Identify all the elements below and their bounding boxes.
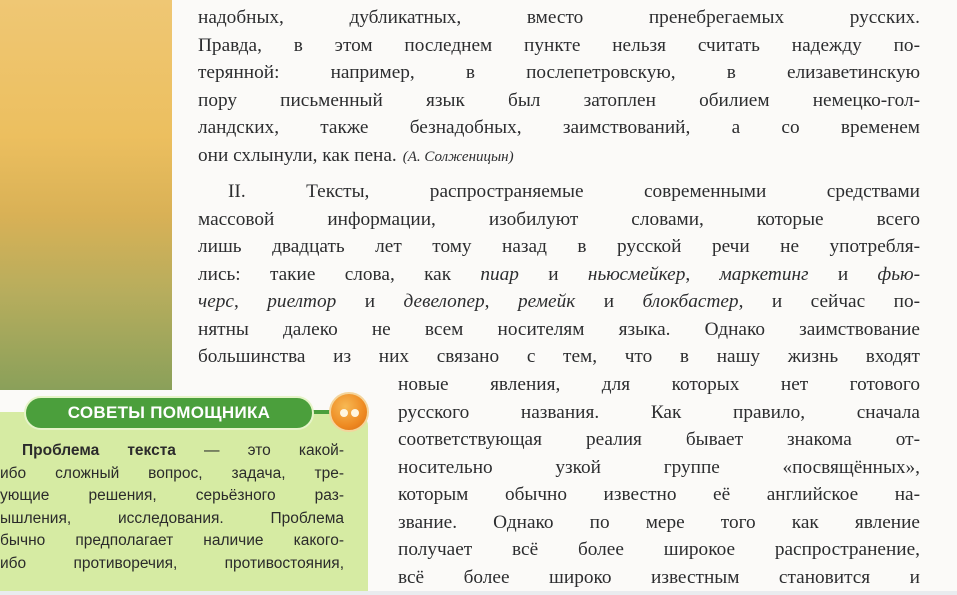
helper-line: ующие решения, серьёзного раз- — [0, 487, 344, 505]
text-line: получает всё более широкое распространение, — [398, 539, 920, 560]
helper-badge-icon — [329, 392, 369, 432]
text-line: надобных, дубликатных, вместо пренебрегаемых русских. — [198, 7, 920, 28]
passage-2 — [198, 178, 920, 371]
helper-fragment: — это какой- — [175, 442, 345, 459]
text-line: массовой информации, изобилуют словами, которые всего — [198, 208, 920, 230]
text-fragment: , — [484, 291, 518, 312]
text-fragment: и — [575, 291, 643, 312]
helper-title: СОВЕТЫ ПОМОЩНИКА — [67, 403, 271, 422]
badge-dot-icon — [351, 409, 359, 417]
text-line: пору письменный язык был затоплен обилием немецко-гол- — [198, 89, 920, 111]
text-line — [198, 142, 920, 172]
loanword: фью- — [877, 263, 920, 285]
passage-1 — [198, 4, 920, 171]
text-fragment: лись: такие слова, как — [198, 263, 481, 285]
decorative-image-strip — [0, 0, 172, 390]
text-line: всё более широко известным становится и — [398, 566, 920, 588]
text-fragment: и — [336, 291, 404, 312]
loanword: блокбастер — [642, 291, 739, 312]
text-fragment: и — [518, 263, 588, 285]
text-fragment: и — [808, 263, 878, 285]
loanword: ньюсмейкер — [587, 263, 686, 285]
text-line: большинства из них связано с тем, что в нашу жизнь входят — [198, 346, 920, 367]
author-attribution: (А. Солженицын) — [402, 148, 514, 165]
helper-header — [24, 396, 314, 430]
text-line: носительно узкой группе «посвящённых», — [398, 456, 920, 478]
text-line: соответствующая реалия бывает знакома от- — [398, 429, 920, 450]
text-line: звание. Однако по мере того как явление — [398, 511, 920, 533]
badge-dot-icon — [340, 409, 348, 417]
text-line: нятны далеко не всем носителям языка. Однако заимствование — [198, 318, 920, 340]
helper-line: ибо сложный вопрос, задача, тре- — [0, 464, 344, 482]
loanword: ремейк — [517, 291, 576, 312]
text-line — [198, 261, 920, 289]
text-line: которым обычно известно её английское на- — [398, 484, 920, 505]
text-fragment: , и сейчас по- — [738, 291, 921, 312]
text-line — [198, 288, 920, 316]
loanword: пиар — [480, 263, 519, 285]
text-line: Правда, в этом последнем пункте нельзя считать надежду по- — [198, 34, 920, 56]
helper-text — [0, 440, 344, 576]
helper-line: бычно предполагает наличие какого- — [0, 532, 344, 550]
loanword: девелопер — [403, 291, 485, 312]
text-line: терянной: например, в послепетровскую, в елизаветинскую — [198, 62, 920, 83]
helper-line: ышления, исследования. Проблема — [0, 509, 344, 527]
text-fragment: они схлынули, как пена. — [198, 144, 397, 166]
passage-3 — [398, 371, 920, 591]
text-line: ландских, также безнадобных, заимствований, а со временем — [198, 117, 920, 138]
helper-line: ибо противоречия, противостояния, — [0, 554, 344, 572]
page-bottom-edge — [0, 591, 957, 595]
text-fragment: , — [685, 263, 720, 285]
text-line: русского названия. Как правило, сначала — [398, 401, 920, 423]
text-line: лишь двадцать лет тому назад в русской речи не употребля- — [198, 236, 920, 257]
loanword: риелтор — [267, 291, 337, 312]
helper-line — [0, 440, 344, 463]
loanword: маркетинг — [719, 263, 809, 285]
text-line: новые явления, для которых нет готового — [398, 374, 920, 395]
text-fragment: , — [233, 291, 268, 312]
helper-term: Проблема текста — [22, 442, 176, 459]
loanword: черс — [198, 291, 234, 312]
text-line: II. Тексты, распространяемые современными средствами — [228, 181, 920, 202]
